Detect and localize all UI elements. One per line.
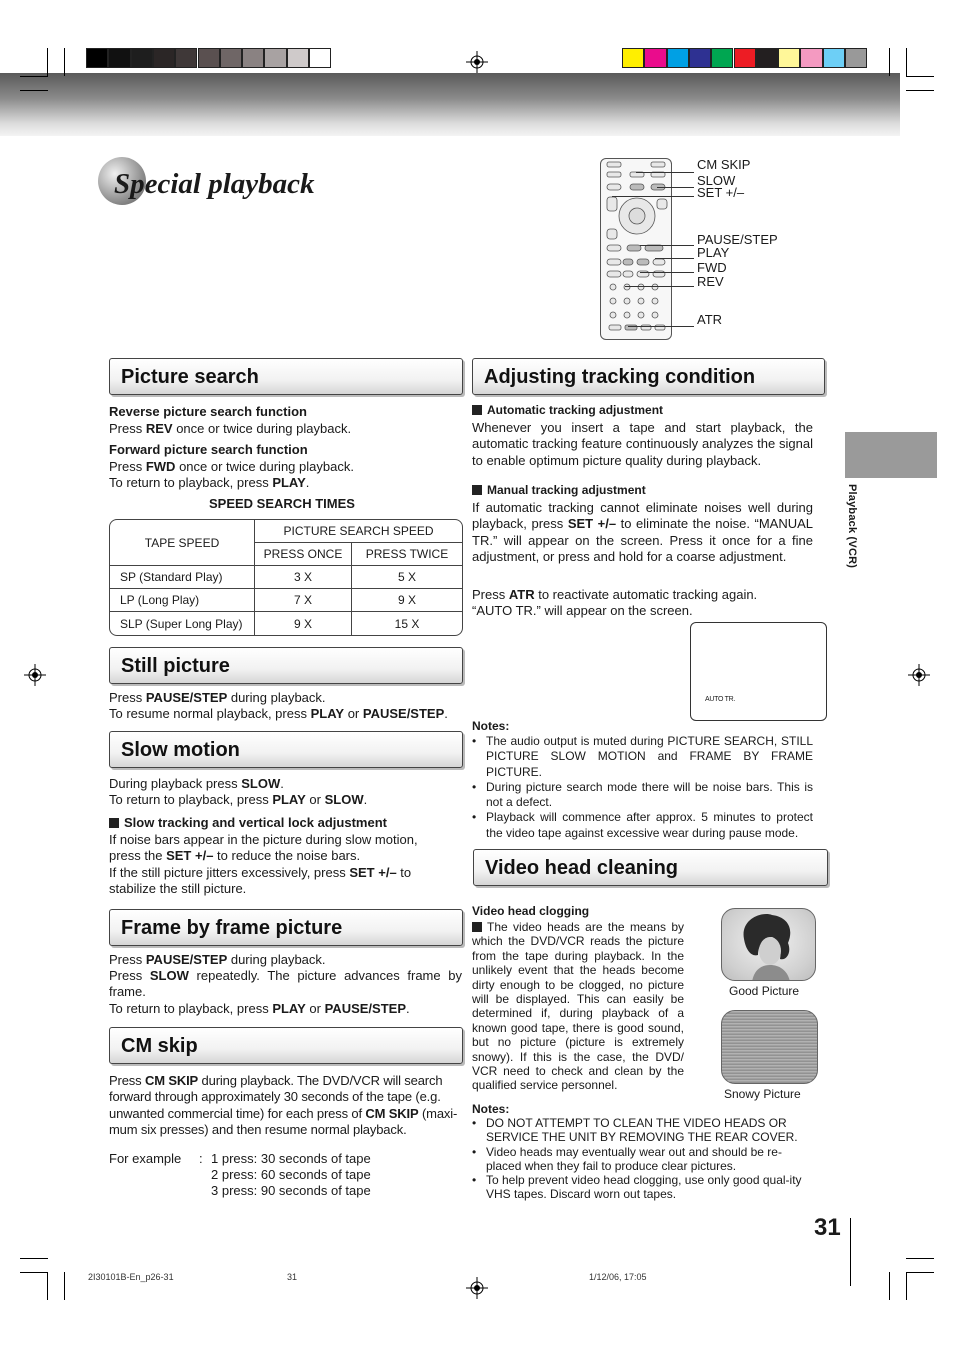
crop-mark: [64, 48, 65, 76]
example-colon: :: [199, 1151, 203, 1166]
section-heading: Frame by frame picture: [121, 917, 343, 939]
crop-mark: [906, 76, 934, 77]
list-item: • During picture search mode there will be noise bars. This is not a defect.: [472, 780, 813, 811]
good-picture-caption: Good Picture: [729, 984, 800, 998]
color-swatch: [108, 48, 130, 68]
slow-tracking-title: Slow tracking and vertical lock adjustment: [109, 815, 387, 831]
header-band: [0, 73, 900, 136]
forward-search-title: Forward picture search function: [109, 442, 308, 457]
list-item: • Video heads may eventually wear out and should be re-placed when they fail to produce clear pictures.: [472, 1145, 804, 1174]
remote-label-atr: ATR: [697, 312, 723, 327]
color-swatch: [734, 48, 756, 68]
leader-line: [640, 272, 694, 273]
table-header-press-twice: PRESS TWICE: [352, 543, 462, 566]
speed-table-title: SPEED SEARCH TIMES: [209, 496, 355, 511]
crop-mark: [889, 1272, 890, 1300]
side-tab-label: Playback (VCR): [846, 484, 858, 569]
frame-line-2: Press SLOW repeatedly. The picture advances frame by frame.: [109, 968, 462, 1000]
table-row: [110, 566, 462, 589]
snowy-picture-caption: Snowy Picture: [724, 1087, 801, 1101]
leader-line: [612, 196, 694, 197]
margin-rule: [850, 1218, 851, 1286]
slow-tracking-p2: If the still picture jitters excessively, press SET +/– to stabilize the still picture.: [109, 865, 412, 897]
tracking-notes-list: [472, 734, 813, 841]
section-tracking: [472, 358, 825, 395]
color-swatch: [242, 48, 264, 68]
crop-mark: [889, 48, 890, 76]
table-cell: 15 X: [394, 616, 420, 631]
leader-line: [655, 258, 694, 259]
remote-label-set: SET +/–: [697, 185, 745, 200]
side-tab: [845, 432, 937, 478]
manual-tracking-title: Manual tracking adjustment: [472, 483, 646, 498]
list-item: • The audio output is muted during PICTURE SEARCH, STILL PICTURE SLOW MOTION and FRAME BY FRAME PICTURE.: [472, 734, 813, 780]
crop-mark: [906, 48, 907, 76]
page-number: 31: [814, 1214, 841, 1241]
snowy-picture-image: [721, 1010, 818, 1084]
auto-tracking-text: Whenever you insert a tape and start playback, the automatic tracking feature continuously analyzes the signal to enable optimum picture quality during playback.: [472, 420, 813, 468]
table-cell: LP (Long Play): [110, 589, 255, 612]
color-swatch: [264, 48, 286, 68]
crop-mark: [906, 1258, 934, 1259]
cleaning-notes-list: [472, 1116, 804, 1202]
remote-label-cm-skip: CM SKIP: [697, 157, 751, 172]
table-header-press-once: PRESS ONCE: [255, 543, 352, 566]
crop-mark: [47, 48, 48, 76]
frame-line-1: Press PAUSE/STEP during playback.: [109, 952, 326, 967]
tv-screen-illustration: [690, 622, 827, 721]
section-frame-by-frame: [109, 909, 463, 946]
table-cell: 5 X: [352, 566, 462, 589]
cm-skip-text: Press CM SKIP during playback. The DVD/VCR will search forward through approximately 30 seconds of the tape (e.g. unwanted commercial time) for each press of CM SKIP (maxi-mum six presses) and then resume normal playback.: [109, 1073, 458, 1137]
color-swatch: [644, 48, 666, 68]
clogging-title: Video head clogging: [472, 904, 590, 918]
leader-line: [640, 245, 694, 246]
woman-portrait-icon: [722, 909, 816, 981]
footer-date: 1/12/06, 17:05: [589, 1272, 647, 1282]
section-heading: Adjusting tracking condition: [484, 366, 756, 388]
section-heading: Picture search: [121, 366, 259, 388]
slow-line-1: During playback press SLOW.: [109, 776, 284, 791]
example-3: 3 press: 90 seconds of tape: [211, 1183, 371, 1198]
remote-label-fwd: FWD: [697, 260, 727, 275]
color-swatch: [622, 48, 644, 68]
color-swatch: [778, 48, 800, 68]
table-cell: 3 X: [255, 566, 352, 589]
remote-label-slow: SLOW: [697, 173, 736, 188]
table-row: [110, 589, 462, 612]
remote-label-pause-step: PAUSE/STEP: [697, 232, 778, 247]
leader-line: [636, 172, 694, 173]
registration-mark-icon: [24, 664, 46, 686]
color-swatch: [711, 48, 733, 68]
color-swatch: [131, 48, 153, 68]
list-item: • Playback will commence after approx. 5 minutes to protect the video tape against excessive wear during pause mode.: [472, 810, 813, 841]
clogging-text: The video heads are the means by which the DVD/VCR reads the picture from the tape during playback. In the unlikely event that the heads become dirty enough to be clogged, no picture will be displayed. This can easily be determined if, during playback of a known good tape, there is good sound, but no picture (picture is extremely snowy). If this is the case, the DVD/ VCR need to check and clean by the qualified service personnel.: [472, 920, 684, 1093]
color-swatch: [86, 48, 108, 68]
section-still-picture: [109, 647, 463, 684]
bullet-square-icon: [472, 405, 482, 415]
registration-mark-icon: [466, 51, 488, 73]
crop-mark: [20, 90, 48, 91]
still-line-2: To resume normal playback, press PLAY or PAUSE/STEP.: [109, 706, 448, 721]
color-swatch: [198, 48, 220, 68]
section-cm-skip: [109, 1027, 463, 1064]
registration-mark-icon: [466, 1277, 488, 1299]
color-swatch: [823, 48, 845, 68]
color-swatch: [667, 48, 689, 68]
example-2: 2 press: 60 seconds of tape: [211, 1167, 371, 1182]
crop-mark: [20, 76, 48, 77]
crop-mark: [64, 1272, 65, 1300]
crop-mark: [20, 1258, 48, 1259]
table-header-search-speed: PICTURE SEARCH SPEED: [255, 520, 462, 543]
color-swatch: [800, 48, 822, 68]
table-cell: SLP (Super Long Play): [110, 612, 255, 635]
crop-mark: [47, 1272, 48, 1300]
footer-page: 31: [287, 1272, 298, 1282]
color-swatch: [175, 48, 197, 68]
table-cell: 9 X: [255, 612, 352, 635]
bullet-square-icon: [109, 818, 119, 828]
good-picture-image: [721, 908, 816, 981]
still-line-1: Press PAUSE/STEP during playback.: [109, 690, 326, 705]
forward-search-text: Press FWD once or twice during playback.: [109, 459, 354, 474]
section-slow-motion: [109, 731, 463, 768]
crop-mark: [20, 1272, 48, 1273]
remote-control-illustration: [600, 158, 672, 340]
footer-code: 2I30101B-En_p26-31: [88, 1272, 174, 1282]
table-row: [110, 612, 462, 635]
crop-mark: [906, 1272, 934, 1273]
list-item: • DO NOT ATTEMPT TO CLEAN THE VIDEO HEADS OR SERVICE THE UNIT BY REMOVING THE REAR COVER.: [472, 1116, 804, 1145]
color-swatch: [845, 48, 867, 68]
bullet-square-icon: [472, 485, 482, 495]
remote-label-play: PLAY: [697, 245, 730, 260]
crop-mark: [906, 90, 934, 91]
slow-line-2: To return to playback, press PLAY or SLOW.: [109, 792, 368, 807]
speed-search-table: [109, 519, 463, 636]
slow-tracking-p1: If noise bars appear in the picture during slow motion, press the SET +/– to reduce the noise bars.: [109, 832, 418, 864]
section-picture-search: [109, 358, 463, 395]
screen-osd-text: AUTO TR.: [705, 696, 736, 703]
remote-label-rev: REV: [697, 274, 724, 289]
leader-line: [625, 286, 694, 287]
atr-text: Press ATR to reactivate automatic tracking again. “AUTO TR.” will appear on the screen.: [472, 587, 758, 619]
example-1: 1 press: 30 seconds of tape: [211, 1151, 371, 1166]
color-swatch: [689, 48, 711, 68]
leader-line: [657, 187, 694, 188]
section-heading: CM skip: [121, 1035, 198, 1057]
color-swatch: [287, 48, 309, 68]
color-swatch: [309, 48, 331, 68]
leader-line: [628, 326, 694, 327]
frame-line-3: To return to playback, press PLAY or PAUSE/STEP.: [109, 1001, 410, 1016]
color-swatch: [153, 48, 175, 68]
section-heading: Still picture: [121, 655, 230, 677]
auto-tracking-title: Automatic tracking adjustment: [472, 403, 663, 418]
color-swatch: [220, 48, 242, 68]
section-heading: Video head cleaning: [485, 857, 679, 879]
reverse-search-title: Reverse picture search function: [109, 404, 307, 419]
cleaning-notes-title: Notes:: [472, 1102, 510, 1116]
reverse-search-text: Press REV once or twice during playback.: [109, 421, 352, 436]
section-heading: Slow motion: [121, 739, 240, 761]
table-header-tape-speed: TAPE SPEED: [110, 520, 255, 566]
list-item: • To help prevent video head clogging, use only good qual-ity VHS tapes. Discard worn out tapes.: [472, 1173, 804, 1202]
example-label: For example: [109, 1151, 182, 1166]
page-title: Special playback: [114, 168, 315, 200]
color-swatch: [756, 48, 778, 68]
bullet-square-icon: [472, 922, 482, 932]
manual-tracking-text: If automatic tracking cannot eliminate noises well during playback, press SET +/– to eliminate the noise. “MANUAL TR.” will appear on the screen. Press it once for a fine adjustment, or press and hold for a coarse adjustment.: [472, 500, 814, 564]
return-playback-text: To return to playback, press PLAY.: [109, 475, 310, 490]
tracking-notes-title: Notes:: [472, 719, 510, 733]
table-cell: 9 X: [352, 589, 462, 612]
registration-mark-icon: [908, 664, 930, 686]
table-cell: SP (Standard Play): [110, 566, 255, 589]
section-video-head-cleaning: [473, 849, 828, 886]
table-cell: 7 X: [255, 589, 352, 612]
crop-mark: [906, 1272, 907, 1300]
